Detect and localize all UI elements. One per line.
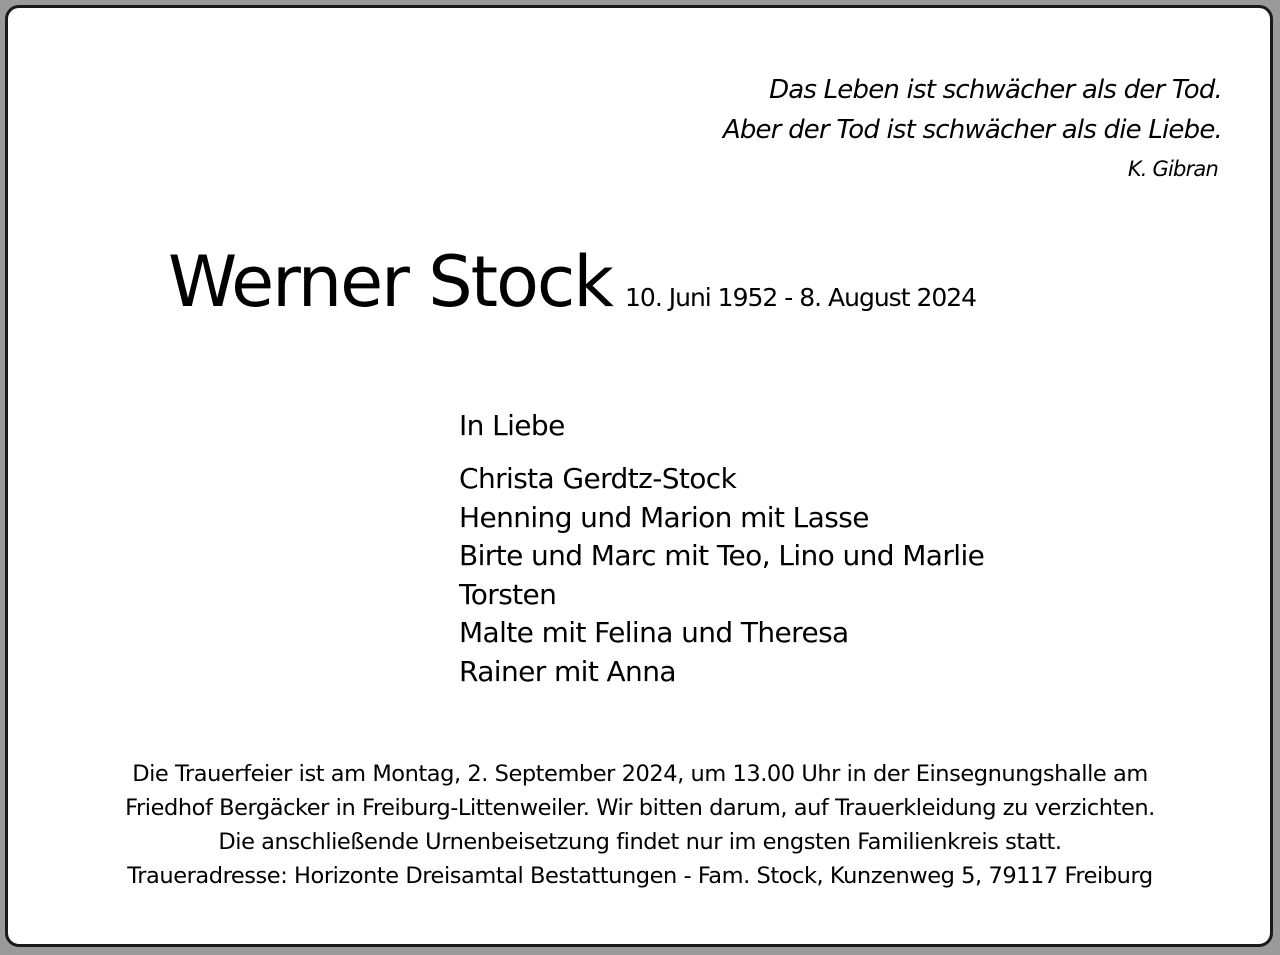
mourners-block (459, 406, 984, 692)
quote-line-2: Aber der Tod ist schwächer als die Liebe. (722, 115, 1222, 145)
notice-line-2: Friedhof Bergäcker in Freiburg-Littenweiler. Wir bitten darum, auf Trauerkleidung zu verzichten. (125, 795, 1155, 821)
mourner-name: Torsten (459, 577, 557, 611)
mourner-name: Birte und Marc mit Teo, Lino und Marlie (459, 539, 985, 573)
deceased-heading (168, 242, 976, 322)
life-dates: 10. Juni 1952 - 8. August 2024 (625, 283, 977, 312)
quote-block (723, 70, 1222, 186)
mourners-heading: In Liebe (459, 409, 565, 442)
mourner-name: Christa Gerdtz-Stock (459, 462, 737, 495)
deceased-name: Werner Stock (168, 241, 612, 323)
mourner-name: Malte mit Felina und Theresa (459, 616, 849, 650)
funeral-notice (30, 757, 1250, 893)
mourner-name: Rainer mit Anna (459, 654, 676, 688)
notice-line-4: Traueradresse: Horizonte Dreisamtal Bestattungen - Fam. Stock, Kunzenweg 5, 79117 Freiburg (127, 863, 1153, 889)
quote-author: K. Gibran (1127, 157, 1218, 181)
notice-line-1: Die Trauerfeier ist am Montag, 2. September 2024, um 13.00 Uhr in der Einsegnungshalle am (132, 761, 1148, 787)
quote-line-1: Das Leben ist schwächer als der Tod. (769, 75, 1222, 105)
notice-line-3: Die anschließende Urnenbeisetzung findet nur im engsten Familienkreis statt. (218, 829, 1062, 855)
mourner-name: Henning und Marion mit Lasse (459, 500, 869, 534)
